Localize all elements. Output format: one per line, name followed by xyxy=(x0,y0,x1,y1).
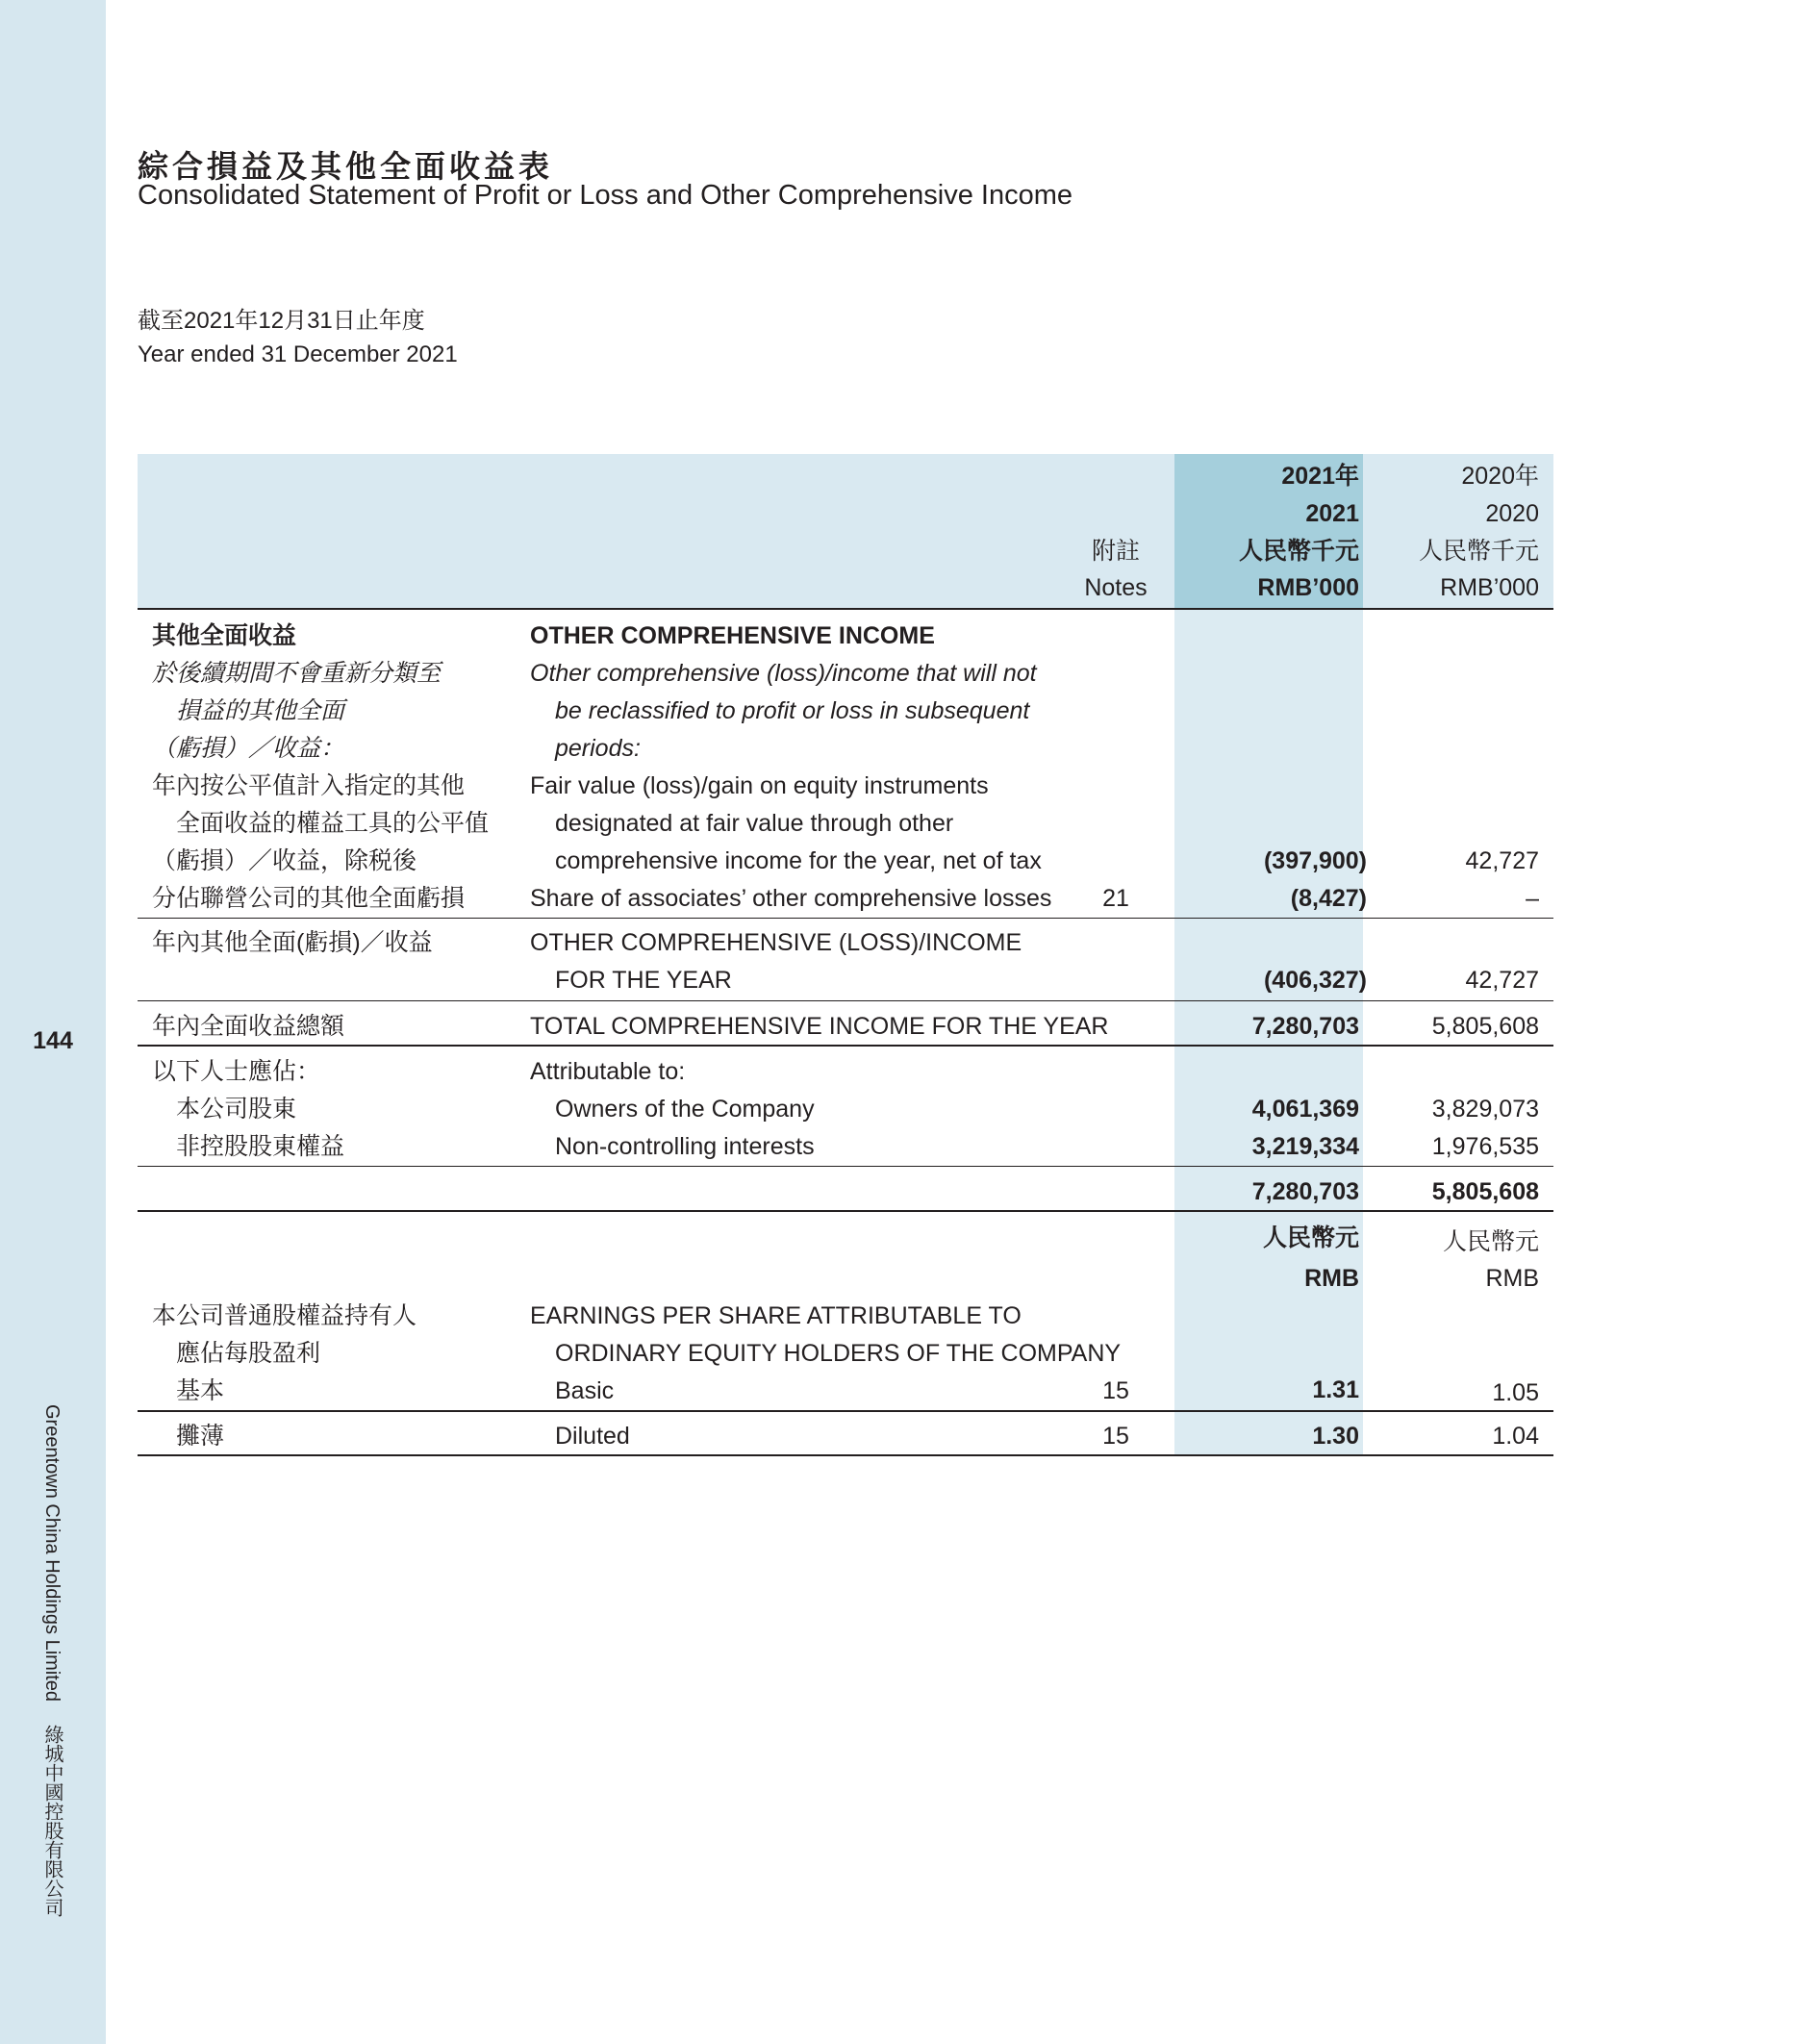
owners-zh: 本公司股東 xyxy=(176,1096,297,1123)
assoc-note: 21 xyxy=(1102,885,1129,912)
attributable-rule xyxy=(138,1166,1553,1167)
header-rule xyxy=(138,608,1553,610)
company-name-zh: 綠城中國控股有限公司 xyxy=(41,1724,63,1917)
year-2021-header: 2021 xyxy=(1305,500,1359,527)
not-reclass-zh-1: 於後續期間不會重新分類至 xyxy=(152,660,442,687)
eps-basic-en: Basic xyxy=(555,1377,615,1404)
assoc-en: Share of associates’ other comprehensive losses xyxy=(530,885,1052,912)
period-en: Year ended 31 December 2021 xyxy=(138,341,458,367)
attributable-en: Attributable to: xyxy=(530,1058,686,1085)
page-title-zh: 綜合損益及其他全面收益表 xyxy=(138,148,554,185)
total-ci-rule xyxy=(138,1045,1553,1047)
eps-diluted-value-2020: 1.04 xyxy=(1492,1423,1539,1450)
company-name-vertical xyxy=(38,1404,66,1917)
table-bottom-rule xyxy=(138,1454,1553,1456)
eps-heading-zh-1: 本公司普通股權益持有人 xyxy=(152,1302,417,1329)
notes-header-zh: 附註 xyxy=(1091,538,1140,565)
notes-header-en: Notes xyxy=(1084,574,1148,601)
nci-zh: 非控股股東權益 xyxy=(176,1133,345,1160)
nci-value-2021: 3,219,334 xyxy=(1251,1133,1359,1160)
year-2020-header: 2020 xyxy=(1485,500,1539,527)
nci-value-2020: 1,976,535 xyxy=(1431,1133,1539,1160)
eps-unit-zh-2020: 人民幣元 xyxy=(1442,1228,1539,1255)
assoc-value-2020: – xyxy=(1526,885,1539,912)
not-reclass-en-2: be reclassified to profit or loss in subsequent xyxy=(555,697,1030,724)
eps-basic-value-2021: 1.31 xyxy=(1312,1376,1359,1403)
not-reclass-en-3: periods: xyxy=(555,735,641,762)
eps-heading-en-2: ORDINARY EQUITY HOLDERS OF THE COMPANY xyxy=(555,1340,1122,1367)
year-2020-header-zh: 2020年 xyxy=(1461,463,1539,490)
eps-heading-zh-2: 應佔每股盈利 xyxy=(176,1340,321,1367)
oci-year-value-2020: 42,727 xyxy=(1465,967,1539,994)
company-name-en: Greentown China Holdings Limited xyxy=(41,1404,63,1703)
oci-year-en-2: FOR THE YEAR xyxy=(555,967,732,994)
eps-heading-en-1: EARNINGS PER SHARE ATTRIBUTABLE TO xyxy=(530,1302,1022,1329)
not-reclass-zh-2: 損益的其他全面 xyxy=(176,697,345,724)
not-reclass-zh-3: （虧損）／收益： xyxy=(152,735,345,762)
eps-unit-zh-2021: 人民幣元 xyxy=(1262,1224,1359,1251)
year-2020-unit-zh: 人民幣千元 xyxy=(1418,538,1539,565)
total-ci-en: TOTAL COMPREHENSIVE INCOME FOR THE YEAR xyxy=(530,1013,1109,1040)
owners-value-2021: 4,061,369 xyxy=(1251,1096,1359,1123)
attributable-sum-rule xyxy=(138,1210,1553,1212)
total-ci-value-2021: 7,280,703 xyxy=(1251,1013,1359,1040)
eps-diluted-en: Diluted xyxy=(555,1423,630,1450)
oci-year-value-2021: (406,327) xyxy=(1263,967,1367,994)
oci-year-en-1: OTHER COMPREHENSIVE (LOSS)/INCOME xyxy=(530,929,1022,956)
nci-en: Non-controlling interests xyxy=(555,1133,815,1160)
eps-unit-en-2021: RMB xyxy=(1304,1265,1359,1292)
total-ci-value-2020: 5,805,608 xyxy=(1431,1013,1539,1040)
fv-value-2020: 42,727 xyxy=(1465,847,1539,874)
eps-basic-note: 15 xyxy=(1102,1377,1129,1404)
page-title-en: Consolidated Statement of Profit or Loss and Other Comprehensive Income xyxy=(138,180,1073,211)
assoc-value-2021: (8,427) xyxy=(1290,885,1367,912)
oci-subtotal-rule xyxy=(138,918,1553,919)
fv-zh-2: 全面收益的權益工具的公平值 xyxy=(176,810,490,837)
owners-value-2020: 3,829,073 xyxy=(1431,1096,1539,1123)
oci-heading-en: OTHER COMPREHENSIVE INCOME xyxy=(530,622,935,649)
fv-value-2021: (397,900) xyxy=(1263,847,1367,874)
oci-heading-zh: 其他全面收益 xyxy=(152,622,297,649)
fv-en-2: designated at fair value through other xyxy=(555,810,954,837)
attributable-sum-2021: 7,280,703 xyxy=(1251,1178,1359,1205)
period-zh: 截至2021年12月31日止年度 xyxy=(138,308,425,334)
eps-diluted-value-2021: 1.30 xyxy=(1312,1423,1359,1450)
year-2021-unit-en: RMB’000 xyxy=(1257,574,1359,601)
year-2021-unit-zh: 人民幣千元 xyxy=(1238,538,1359,565)
eps-unit-en-2020: RMB xyxy=(1485,1265,1539,1292)
eps-basic-value-2020: 1.05 xyxy=(1492,1379,1539,1406)
not-reclass-en-1: Other comprehensive (loss)/income that will not xyxy=(530,660,1037,687)
owners-en: Owners of the Company xyxy=(555,1096,815,1123)
fv-en-3: comprehensive income for the year, net of tax xyxy=(555,847,1042,874)
total-ci-zh: 年內全面收益總額 xyxy=(152,1013,345,1040)
fv-zh-3: （虧損）／收益，除税後 xyxy=(152,847,417,874)
attributable-zh: 以下人士應佔： xyxy=(152,1058,321,1085)
assoc-zh: 分佔聯營公司的其他全面虧損 xyxy=(152,885,466,912)
attributable-sum-2020: 5,805,608 xyxy=(1431,1178,1539,1205)
oci-year-rule xyxy=(138,1000,1553,1001)
eps-diluted-zh: 攤薄 xyxy=(176,1423,225,1450)
fv-en-1: Fair value (loss)/gain on equity instruments xyxy=(530,772,989,799)
eps-diluted-note: 15 xyxy=(1102,1423,1129,1450)
eps-basic-zh: 基本 xyxy=(176,1377,225,1404)
eps-basic-rule xyxy=(138,1410,1553,1412)
page-number: 144 xyxy=(33,1027,73,1054)
year-2020-unit-en: RMB’000 xyxy=(1440,574,1539,601)
year-2021-header-zh: 2021年 xyxy=(1281,463,1359,490)
oci-year-zh: 年內其他全面(虧損)／收益 xyxy=(152,929,433,956)
fv-zh-1: 年內按公平值計入指定的其他 xyxy=(152,772,466,799)
